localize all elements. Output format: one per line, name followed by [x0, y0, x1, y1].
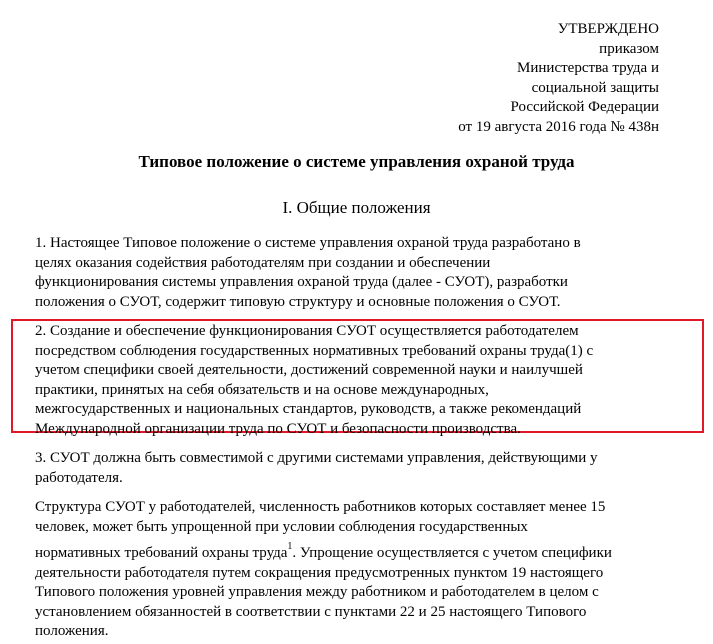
approval-stamp: УТВЕРЖДЕНО: [557, 21, 659, 37]
text-line: Структура СУОТ у работодателей, численность работников которых составляет менее 15: [35, 499, 606, 515]
paragraph-4: [35, 498, 612, 642]
text-line: целях оказания содействия работодателям при создании и обеспечении: [35, 254, 491, 271]
text-line: установлением обязанностей в соответствии с пунктами 22 и 25 настоящего Типового: [35, 603, 587, 620]
text-line: Международной организации труда по СУОТ и безопасности производства.: [35, 420, 521, 437]
approval-order: приказом: [599, 40, 659, 57]
approval-country: Российской Федерации: [510, 99, 659, 115]
text-line: положения.: [35, 623, 109, 639]
paragraph-2: [35, 322, 593, 439]
approval-block: [458, 20, 659, 137]
text-segment: . Упрощение осуществляется с учетом специфики: [292, 545, 612, 561]
text-line: человек, может быть упрощенной при условии соблюдения государственных: [35, 518, 528, 535]
text-line: посредством соблюдения государственных нормативных требований охраны труда(1) с: [35, 342, 594, 359]
text-line: 1. Настоящее Типовое положение о системе управления охраной труда разработано в: [35, 235, 581, 251]
text-line: учетом специфики своей деятельности, достижений современной науки и наилучшей: [35, 362, 583, 378]
document-title: Типовое положение о системе управления охраной труда: [138, 152, 575, 171]
text-line: работодателя.: [35, 469, 123, 486]
section-heading: I. Общие положения: [282, 198, 431, 217]
text-segment: нормативных требований охраны труда: [35, 545, 288, 561]
text-line-with-footnote: [35, 541, 612, 564]
text-line: 2. Создание и обеспечение функционирования СУОТ осуществляется работодателем: [35, 323, 579, 339]
footnote-marker[interactable]: 1: [287, 541, 293, 552]
paragraph-3: [35, 449, 598, 488]
paragraph-1: [35, 234, 581, 312]
text-line: межгосударственных и национальных стандартов, руководств, а также рекомендаций: [35, 401, 582, 417]
approval-ministry-cont: социальной защиты: [531, 79, 659, 96]
approval-ministry: Министерства труда и: [517, 60, 659, 76]
approval-date: от 19 августа 2016 года № 438н: [458, 118, 659, 135]
text-line: 3. СУОТ должна быть совместимой с другими системами управления, действующими у: [35, 450, 598, 466]
text-line: практики, принятых на себя обязательств и на основе международных,: [35, 381, 489, 398]
text-line: Типового положения уровней управления между работником и работодателем в целом с: [35, 584, 599, 600]
text-line: функционирования системы управления охраной труда (далее - СУОТ), разработки: [35, 274, 568, 290]
text-line: положения о СУОТ, содержит типовую структуру и основные положения о СУОТ.: [35, 293, 561, 310]
text-line: деятельности работодателя путем сокращения предусмотренных пунктом 19 настоящего: [35, 564, 604, 581]
